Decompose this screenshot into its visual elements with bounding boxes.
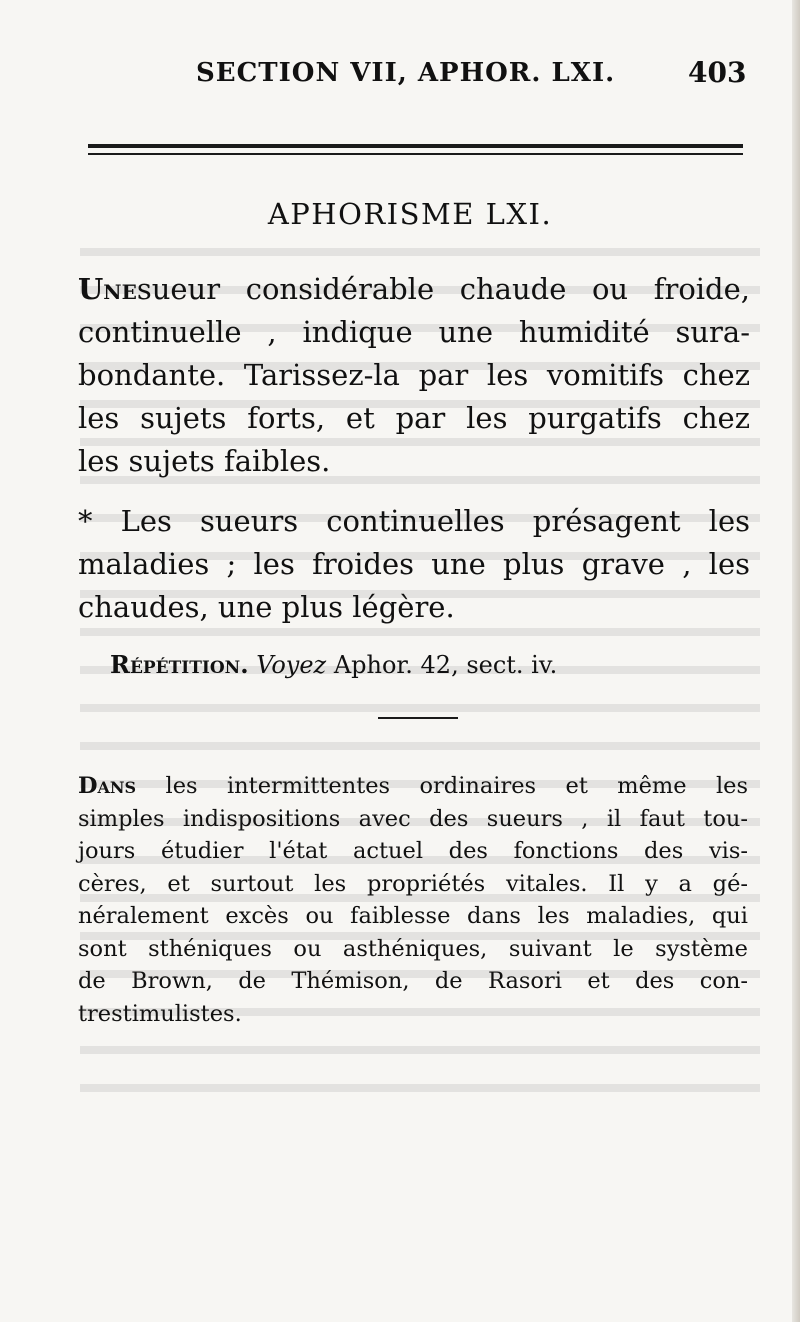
voyez-word: Voyez [256,651,327,679]
note-line: maladies ; les froides une plus grave , les [78,547,750,581]
aphorism-line: les sujets faibles. [78,444,331,478]
note-line: chaudes, une plus légère. [78,590,455,624]
aphorism-text [78,268,750,483]
commentary-line-rest: les intermittentes ordinaires et même les [165,773,749,799]
header-rule-thick [88,144,743,148]
note-line: * Les sueurs continuelles présagent les [78,504,750,538]
repetition-reference [110,650,557,679]
commentary-line [78,770,748,803]
aphorism-title: APHORISME LXI. [267,197,553,231]
commentary-drop-word: Dans [78,773,137,799]
aphorism-line: continuelle , indique une humidité sura- [78,315,750,349]
commentary-line: simples indispositions avec des sueurs , il faut tou- [78,805,748,832]
reference-text: Aphor. 42, sect. iv. [333,651,558,679]
running-head: SECTION VII, APHOR. LXI. [196,58,616,88]
aphorism-note [78,500,750,629]
header-rule-thin [88,153,743,155]
aphorism-line: bondante. Tarissez-la par les vomitifs chez [78,358,750,392]
commentary-line: de Brown, de Thémison, de Rasori et des con- [78,968,748,994]
commentary-line: sont sthéniques ou asthéniques, suivant le système [78,935,748,962]
commentary-line: trestimulistes. [78,1000,242,1027]
page-number: 403 [688,56,747,89]
commentary [78,770,748,1030]
aphorism-line-rest: sueur considérable chaude ou froide, [136,272,750,306]
section-divider [378,717,458,719]
commentary-line: néralement excès ou faiblesse dans les maladies, qui [78,903,748,929]
drop-word: Une [78,272,137,306]
aphorism-line [78,268,750,311]
commentary-line: cères, et surtout les propriétés vitales. Il y a gé- [78,870,748,897]
aphorism-line: les sujets forts, et par les purgatifs chez [78,401,750,435]
repetition-label: Répétition. [110,650,249,679]
commentary-line: jours étudier l'état actuel des fonctions des vis- [78,838,748,864]
